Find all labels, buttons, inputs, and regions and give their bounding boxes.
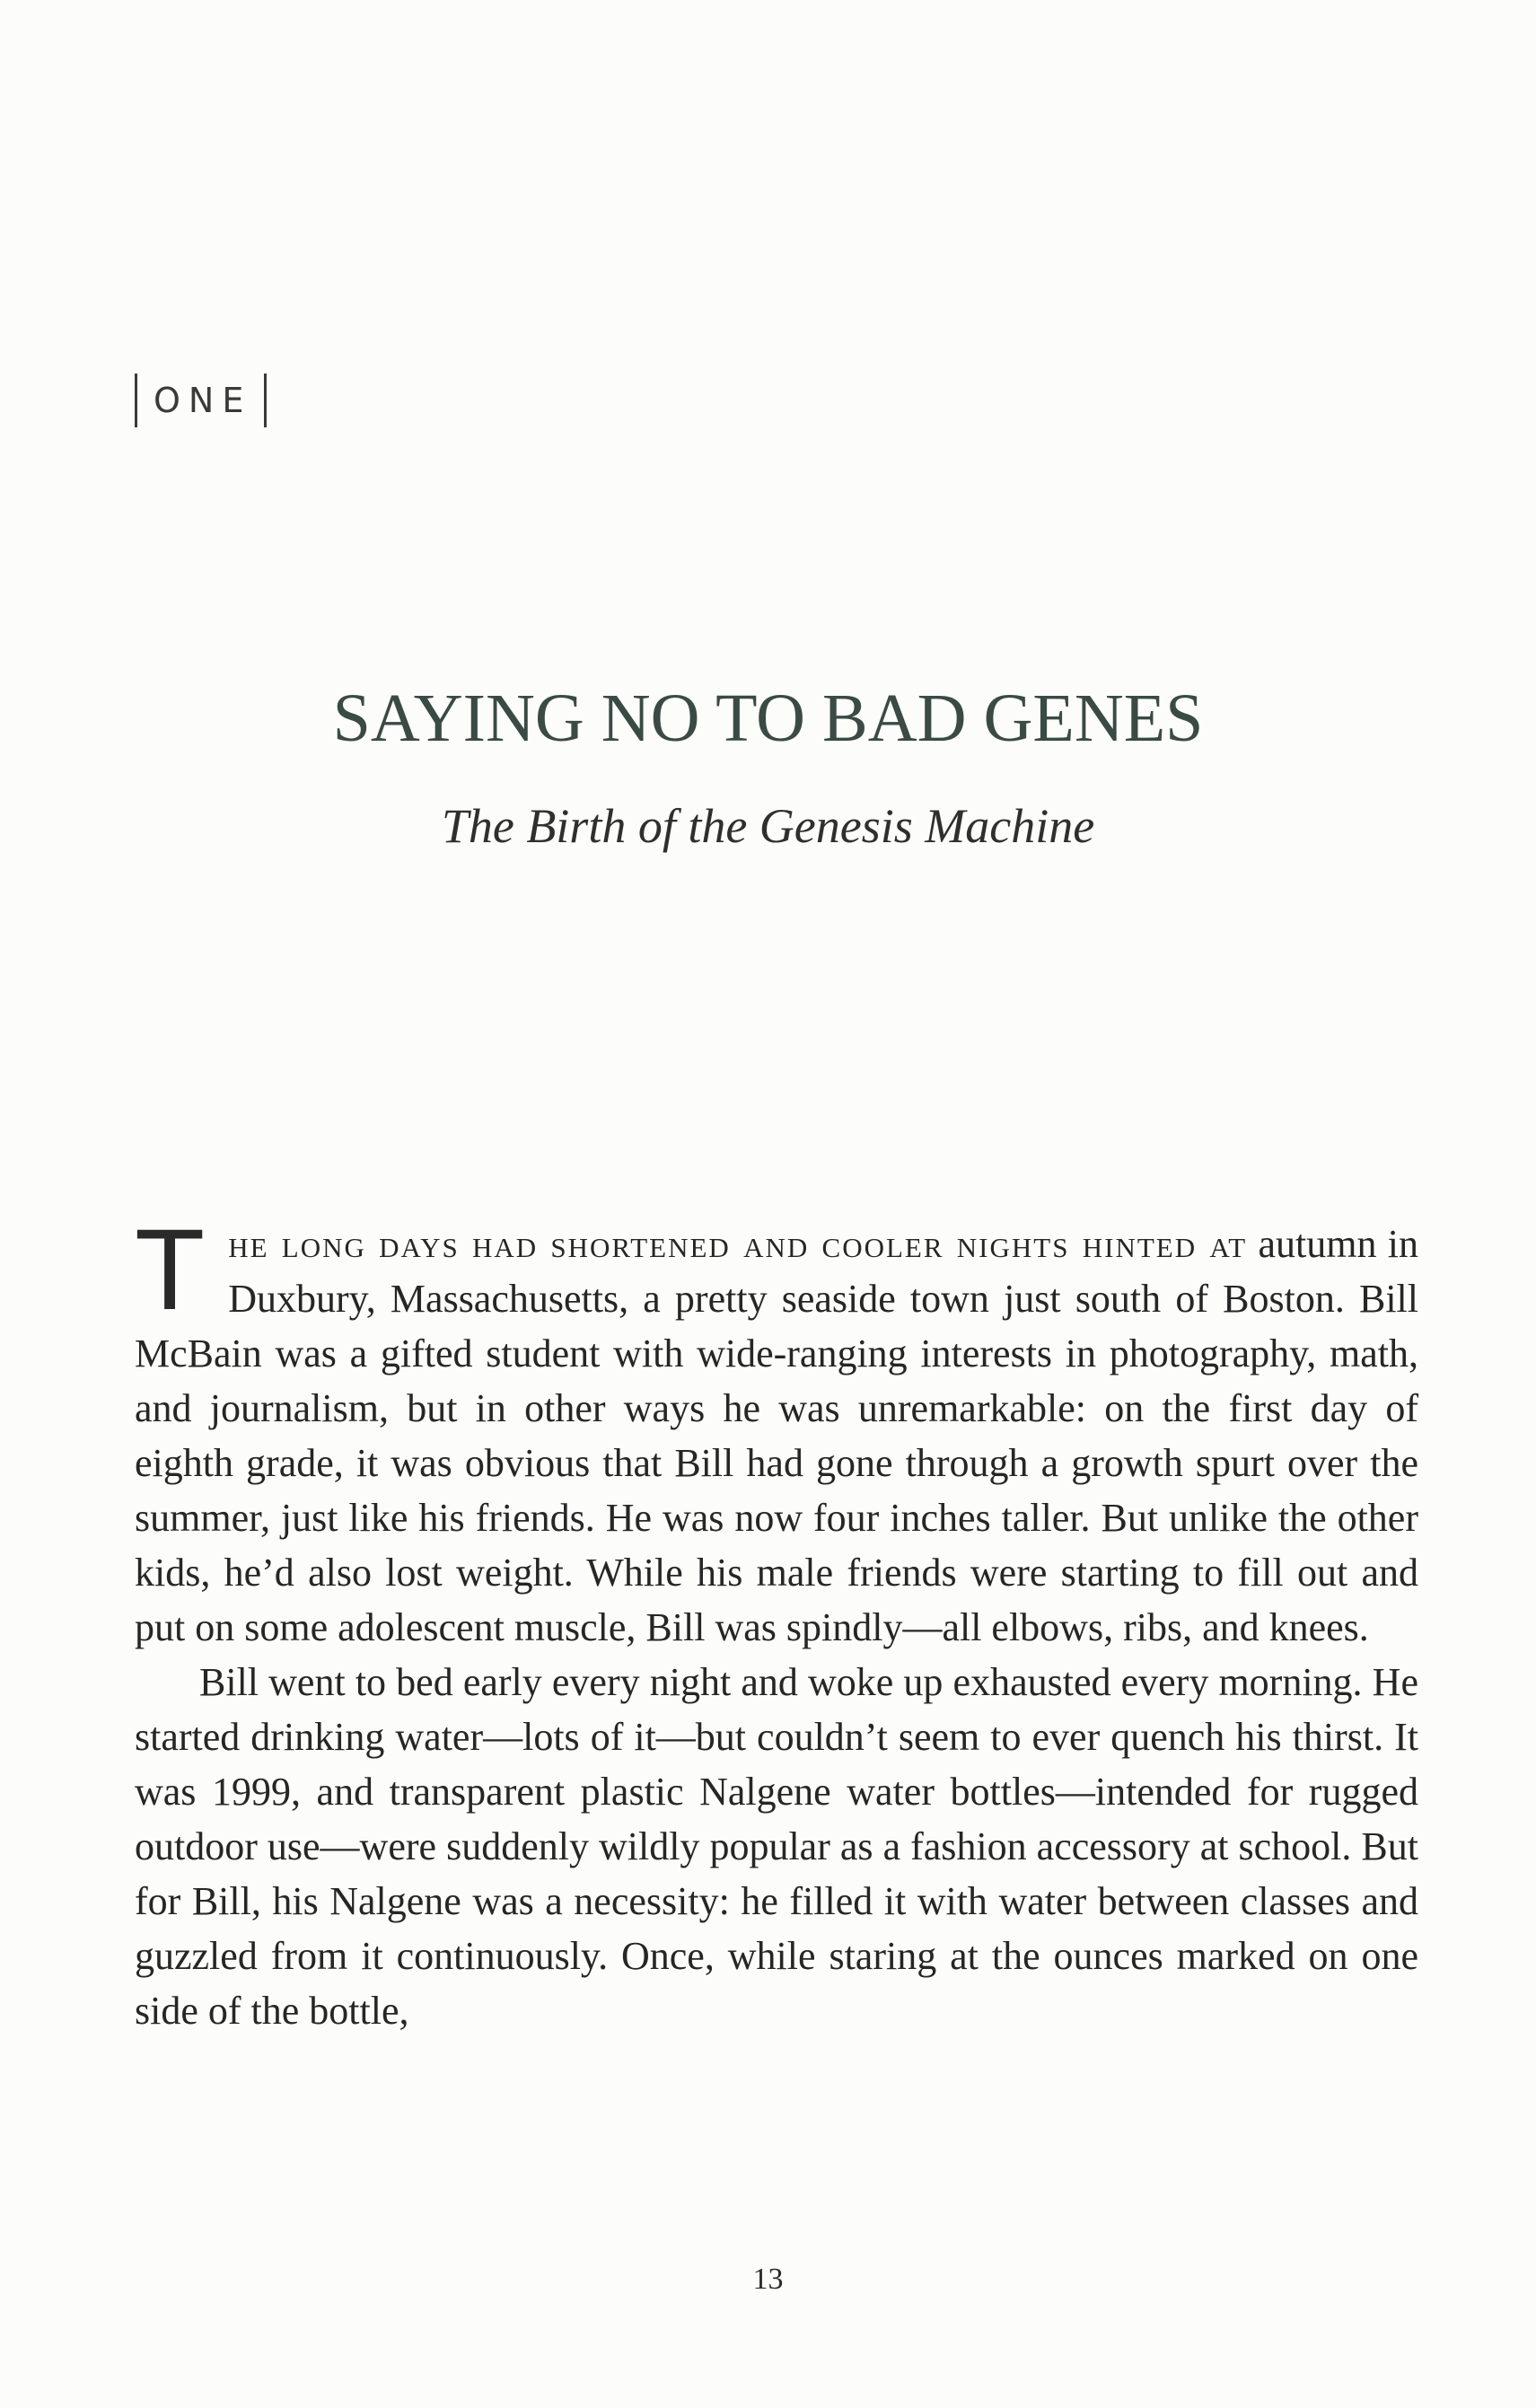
chapter-title: SAYING NO TO BAD GENES xyxy=(332,681,1204,756)
body-text xyxy=(135,1206,1418,2038)
opening-smallcaps: he long days had shortened and cooler nights hinted at xyxy=(228,1222,1248,1266)
paragraph-1-text: autumn in Duxbury, Massachusetts, a pretty seaside town just south of Boston. Bill McBain was a gifted student with wide-ranging interests in photography, math, and journalism, but in other ways he was unremarkable: on the first day of eighth grade, it was obvious that Bill had gone through a growth spurt over the summer, just like his friends. He was now four inches taller. But unlike the other kids, he’d also lost weight. While his male friends were starting to fill out and put on some adolescent muscle, Bill was spindly—all elbows, ribs, and knees. xyxy=(135,1222,1418,1649)
paragraph-2: Bill went to bed early every night and woke up exhausted every morning. He started drinking water—lots of it—but couldn’t seem to ever quench his thirst. It was 1999, and transparent plastic Nalgene water bottles—intended for rugged outdoor use—were suddenly wildly popular as a fashion accessory at school. But for Bill, his Nalgene was a necessity: he filled it with water between classes and guzzled from it continuously. Once, while staring at the ounces marked on one side of the bottle, xyxy=(135,1660,1418,2033)
paragraph-1 xyxy=(135,1206,1418,1655)
chapter-subtitle: The Birth of the Genesis Machine xyxy=(441,799,1095,853)
drop-cap: T xyxy=(135,1206,206,1334)
right-rule xyxy=(264,374,267,427)
page-number: 13 xyxy=(752,2263,784,2296)
chapter-number: ONE xyxy=(154,381,252,420)
chapter-number-label xyxy=(135,368,267,433)
